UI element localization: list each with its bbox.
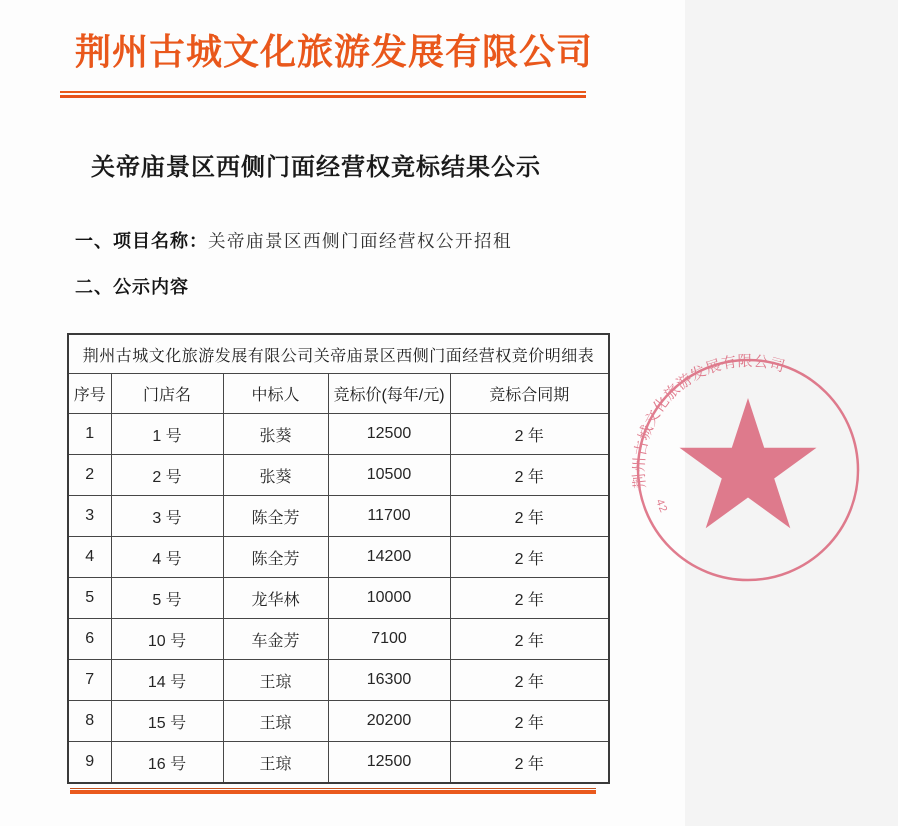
table-cell: 9 (68, 742, 111, 784)
table-cell: 陈全芳 (223, 537, 328, 578)
table-cell: 10 号 (111, 619, 223, 660)
table-cell: 2 年 (450, 742, 609, 784)
table-cell: 1 (68, 414, 111, 455)
table-row (68, 742, 609, 784)
table-cell: 10000 (328, 578, 450, 619)
table-cell: 16 号 (111, 742, 223, 784)
table-cell: 4 号 (111, 537, 223, 578)
table-cell: 2 年 (450, 496, 609, 537)
table-cell: 2 年 (450, 455, 609, 496)
seal-ring-text: 荆州古城文化旅游发展有限公司 (631, 353, 787, 490)
footer-rule-thin (70, 788, 596, 789)
table-row (68, 660, 609, 701)
table-caption: 荆州古城文化旅游发展有限公司关帝庙景区西侧门面经营权竞价明细表 (68, 334, 609, 374)
table-row (68, 455, 609, 496)
footer-rule-thick (70, 790, 596, 794)
table-row (68, 414, 609, 455)
table-row (68, 537, 609, 578)
column-header-4: 竞标合同期 (450, 374, 609, 414)
table-cell: 5 号 (111, 578, 223, 619)
table-cell: 2 年 (450, 619, 609, 660)
company-letterhead: 荆州古城文化旅游发展有限公司 (74, 32, 593, 72)
table-cell: 陈全芳 (223, 496, 328, 537)
company-seal-stamp (598, 320, 898, 620)
footer-rule (70, 788, 596, 794)
seal-serial-number: 42 (653, 497, 670, 516)
table-cell: 3 (68, 496, 111, 537)
seal-star-icon (680, 398, 817, 528)
table-cell: 龙华林 (223, 578, 328, 619)
table-cell: 7 (68, 660, 111, 701)
table-cell: 2 年 (450, 660, 609, 701)
table-cell: 14 号 (111, 660, 223, 701)
table-cell: 20200 (328, 701, 450, 742)
table-cell: 11700 (328, 496, 450, 537)
table-row (68, 701, 609, 742)
table-cell: 张葵 (223, 414, 328, 455)
table-cell: 1 号 (111, 414, 223, 455)
bid-result-table (67, 333, 610, 784)
table-cell: 12500 (328, 414, 450, 455)
letterhead-rule-thin (60, 91, 586, 93)
table-cell: 10500 (328, 455, 450, 496)
table-cell: 车金芳 (223, 619, 328, 660)
column-header-1: 门店名 (111, 374, 223, 414)
section-project-name (75, 227, 512, 253)
table-cell: 2 年 (450, 537, 609, 578)
table-cell: 2 年 (450, 414, 609, 455)
column-header-3: 竞标价(每年/元) (328, 374, 450, 414)
table-cell: 12500 (328, 742, 450, 784)
table-cell: 王琼 (223, 742, 328, 784)
table-caption-row (68, 334, 609, 374)
table-cell: 王琼 (223, 701, 328, 742)
table-cell: 8 (68, 701, 111, 742)
table-cell: 2 号 (111, 455, 223, 496)
table-row (68, 496, 609, 537)
table-row (68, 619, 609, 660)
table-cell: 王琼 (223, 660, 328, 701)
section-publicity-label: 二、公示内容 (75, 277, 189, 297)
table-cell: 15 号 (111, 701, 223, 742)
table-cell: 3 号 (111, 496, 223, 537)
table-cell: 4 (68, 537, 111, 578)
letterhead-rule-thick (60, 95, 586, 98)
section-project-label: 一、项目名称： (75, 231, 208, 251)
section-publicity-content (75, 273, 189, 299)
table-cell: 2 (68, 455, 111, 496)
table-cell: 14200 (328, 537, 450, 578)
table-cell: 5 (68, 578, 111, 619)
table-row (68, 578, 609, 619)
document-title: 关帝庙景区西侧门面经营权竞标结果公示 (91, 154, 541, 181)
table-cell: 16300 (328, 660, 450, 701)
table-cell: 张葵 (223, 455, 328, 496)
column-header-2: 中标人 (223, 374, 328, 414)
section-project-text: 关帝庙景区西侧门面经营权公开招租 (208, 231, 512, 251)
table-cell: 2 年 (450, 578, 609, 619)
table-header-row (68, 374, 609, 414)
letterhead-rule (60, 91, 586, 98)
column-header-0: 序号 (68, 374, 111, 414)
table-cell: 6 (68, 619, 111, 660)
table-cell: 2 年 (450, 701, 609, 742)
table-cell: 7100 (328, 619, 450, 660)
